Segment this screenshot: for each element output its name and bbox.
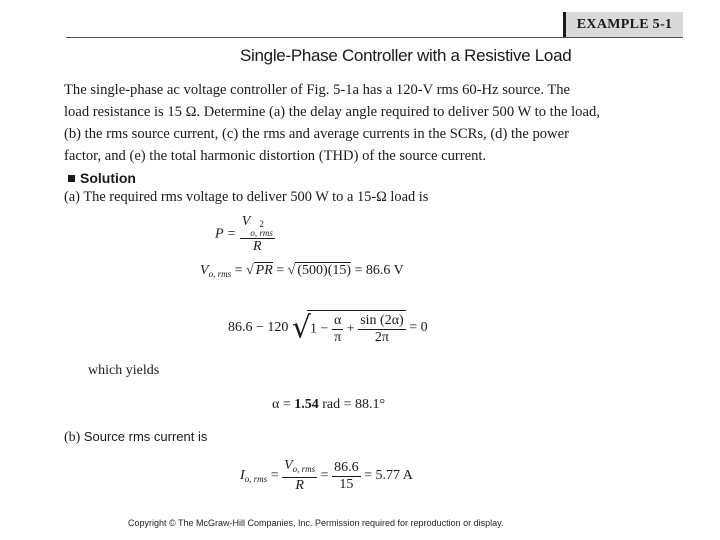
equation-power (215, 214, 275, 255)
eq2-radicand2: (500)(15) (297, 263, 352, 278)
eq2-rest3: = 86.6 V (354, 263, 404, 278)
eq4-rest: rad = 88.1° (318, 397, 386, 412)
eq3-one: 1 − (310, 321, 329, 337)
sqrt-icon: √ (291, 310, 312, 346)
eq1-lhs: P = (215, 226, 237, 242)
eq2-radicand1 (254, 262, 273, 278)
problem-line: factor, and (e) the total harmonic distortion (THD) of the source current. (64, 148, 487, 164)
problem-line: The single-phase ac voltage controller of Fig. 5-1a has a 120-V rms 60-Hz source. The (64, 82, 571, 98)
eq3-f1-num: α (333, 313, 342, 328)
example-label: EXAMPLE 5-1 (563, 12, 683, 37)
header-rule (66, 37, 683, 38)
copyright-notice: Copyright © The McGraw-Hill Companies, Inc. Permission required for reproduction or display. (128, 518, 504, 528)
part-b-label: (b) (64, 430, 81, 445)
eq5-eq2: = (320, 468, 329, 483)
eq3-right: = 0 (409, 320, 428, 335)
eq5-f1-den-text: R (295, 478, 304, 493)
eq3-plus: + (346, 321, 355, 337)
equation-alpha (228, 310, 428, 346)
eq5-result: = 5.77 A (364, 468, 413, 483)
eq5-eq: = (270, 468, 279, 483)
part-b-text: Source rms current is (83, 429, 208, 444)
solution-heading-text: Solution (80, 170, 136, 186)
part-a-line (64, 189, 428, 206)
eq2-radicand1-text: PR (255, 263, 273, 278)
part-a-text: The required rms voltage to deliver 500 W to a 15-Ω load is (83, 189, 429, 205)
eq3-f1-den: π (332, 329, 343, 346)
eq2-rest2: = √ (276, 263, 296, 278)
eq3-left: 86.6 − 120 (228, 320, 289, 336)
eq1-denominator (240, 238, 275, 255)
eq5-lhs-sub: o, rms (244, 474, 268, 485)
eq4-lhs: α = (272, 397, 295, 412)
eq5-f1-den (282, 477, 317, 494)
eq5-frac2 (332, 460, 361, 493)
eq1-num-sup: 2 (259, 219, 264, 229)
eq5-lhs-main: I (240, 468, 245, 484)
eq5-f2-den: 15 (332, 476, 361, 493)
eq2-lhs-main: V (200, 263, 209, 278)
eq5-frac1 (282, 458, 317, 494)
eq3-radicand (307, 310, 406, 346)
eq1-num-sub: o, rms (250, 228, 273, 238)
eq1-fraction (240, 214, 275, 255)
eq3-f2-num: sin (2α) (360, 313, 404, 328)
solution-heading (68, 170, 136, 186)
part-b-line (64, 429, 207, 446)
eq3-frac1 (332, 313, 343, 346)
eq3-frac2 (358, 313, 406, 346)
eq2-rest1: = √ (234, 263, 254, 278)
problem-line: (b) the rms source current, (c) the rms and average currents in the SCRs, (d) the power (64, 126, 569, 142)
problem-statement (64, 79, 600, 167)
problem-line: load resistance is 15 Ω. Determine (a) the delay angle required to deliver 500 W to the load, (64, 104, 600, 120)
eq4-bold-val: 1.54 (294, 397, 319, 412)
section-title: Single-Phase Controller with a Resistive Load (240, 46, 572, 65)
eq5-f1-num-main: V (284, 458, 293, 473)
equation-current (240, 458, 413, 494)
which-yields-text: which yields (88, 363, 160, 378)
eq5-f2-num: 86.6 (334, 459, 359, 475)
square-bullet-icon (68, 175, 75, 182)
part-a-label: (a) (64, 189, 80, 205)
eq5-f1-num-sub: o, rms (292, 464, 316, 474)
eq1-num-main: V (241, 214, 251, 229)
eq5-f1-num (282, 458, 317, 477)
eq1-numerator (240, 214, 275, 238)
eq1-den: R (253, 239, 262, 254)
eq2-lhs-sub: o, rms (208, 269, 232, 279)
equation-vrms (200, 263, 404, 279)
eq3-f2-den: 2π (358, 329, 406, 346)
equation-alpha-result (272, 397, 385, 413)
